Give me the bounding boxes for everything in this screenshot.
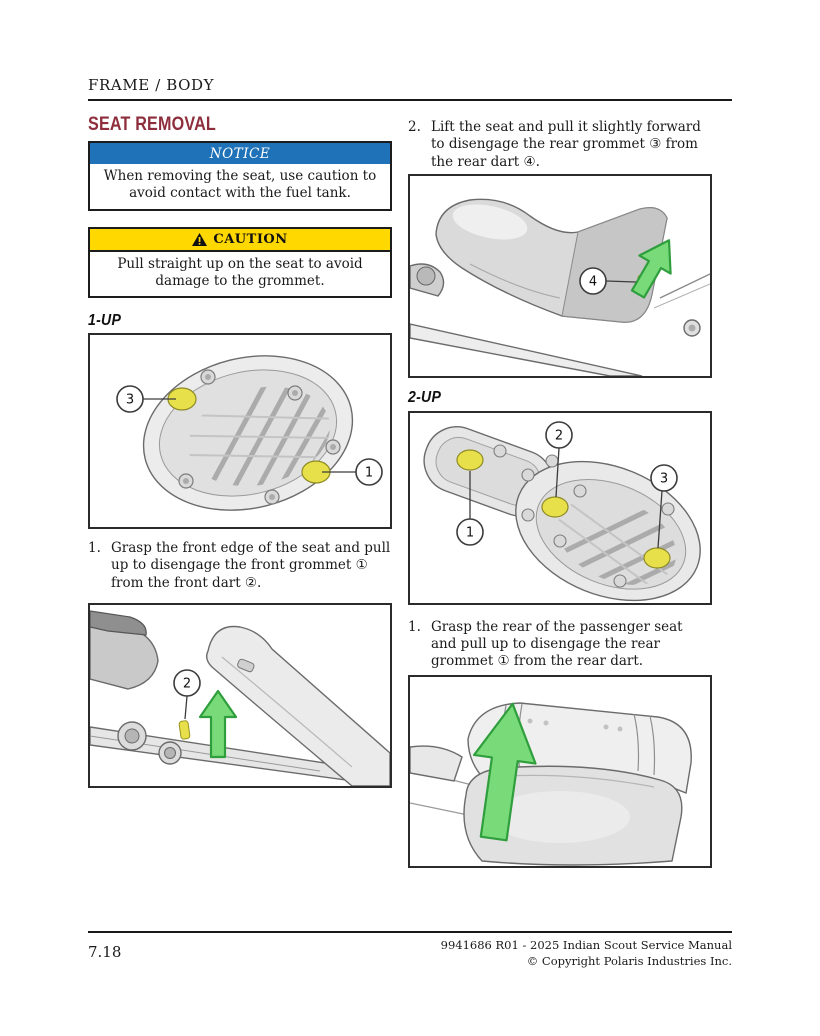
passenger-rear-grommet bbox=[457, 450, 483, 470]
caution-body: Pull straight up on the seat to avoid damage to the grommet. bbox=[117, 255, 363, 289]
step-text: Grasp the front edge of the seat and pull up to disengage the front grommet ① from the front dart ②. bbox=[111, 540, 391, 591]
front-dart bbox=[179, 720, 190, 739]
passenger-seat-illustration bbox=[410, 677, 710, 866]
header-rule bbox=[88, 99, 732, 101]
callout-3-label: 3 bbox=[125, 392, 135, 408]
right-column bbox=[408, 114, 712, 868]
step-text: Lift the seat and pull it slightly forward to disengage the rear grommet ③ from the rear dart ④. bbox=[431, 119, 701, 170]
figure-rear-dart bbox=[408, 174, 712, 378]
section-title: SEAT REMOVAL bbox=[88, 114, 216, 135]
chapter-title: FRAME / BODY bbox=[88, 76, 215, 94]
notice-box bbox=[88, 141, 392, 211]
step-1up-2 bbox=[408, 119, 712, 171]
left-column bbox=[88, 114, 392, 788]
copyright-line: © Copyright Polaris Industries Inc. bbox=[526, 953, 732, 968]
callout-3-label: 3 bbox=[659, 471, 669, 487]
seat-underside-illustration bbox=[90, 335, 390, 527]
front-grommet bbox=[644, 548, 670, 568]
warning-triangle-icon bbox=[192, 233, 207, 246]
step-2up-1 bbox=[408, 619, 712, 671]
figure-passenger-seat bbox=[408, 675, 712, 868]
manual-title-line: 9941686 R01 - 2025 Indian Scout Service Manual bbox=[440, 938, 732, 952]
footer-manual-info bbox=[441, 938, 732, 969]
callout-2-label: 2 bbox=[554, 428, 564, 444]
caution-header bbox=[90, 229, 390, 252]
center-grommet bbox=[542, 497, 568, 517]
caution-box bbox=[88, 227, 392, 299]
front-dart-illustration bbox=[90, 605, 390, 786]
step-number: 1. bbox=[408, 618, 421, 635]
callout-1-label: 1 bbox=[465, 525, 475, 541]
step-text: Grasp the rear of the passenger seat and pull up to disengage the rear grommet ① from the rear dart. bbox=[431, 618, 683, 670]
notice-header bbox=[90, 143, 390, 164]
rear-dart-illustration bbox=[410, 176, 710, 376]
callout-2-label: 2 bbox=[182, 676, 192, 692]
callout-1-label: 1 bbox=[364, 465, 374, 481]
step-1up-1 bbox=[88, 540, 392, 592]
one-up-heading: 1-UP bbox=[88, 312, 122, 330]
page-number: 7.18 bbox=[88, 943, 122, 961]
figure-one-up-seat-underside bbox=[88, 333, 392, 529]
figure-front-dart bbox=[88, 603, 392, 788]
caution-label: CAUTION bbox=[213, 231, 288, 247]
step-number: 1. bbox=[88, 540, 101, 557]
figure-two-up-seat-underside bbox=[408, 411, 712, 605]
step-number: 2. bbox=[408, 119, 421, 135]
callout-4-label: 4 bbox=[588, 274, 598, 290]
two-up-underside-illustration bbox=[410, 413, 710, 603]
notice-label: NOTICE bbox=[209, 145, 271, 162]
notice-body: When removing the seat, use caution to avoid contact with the fuel tank. bbox=[103, 168, 377, 202]
footer-rule bbox=[88, 931, 732, 933]
two-up-heading: 2-UP bbox=[408, 388, 442, 406]
